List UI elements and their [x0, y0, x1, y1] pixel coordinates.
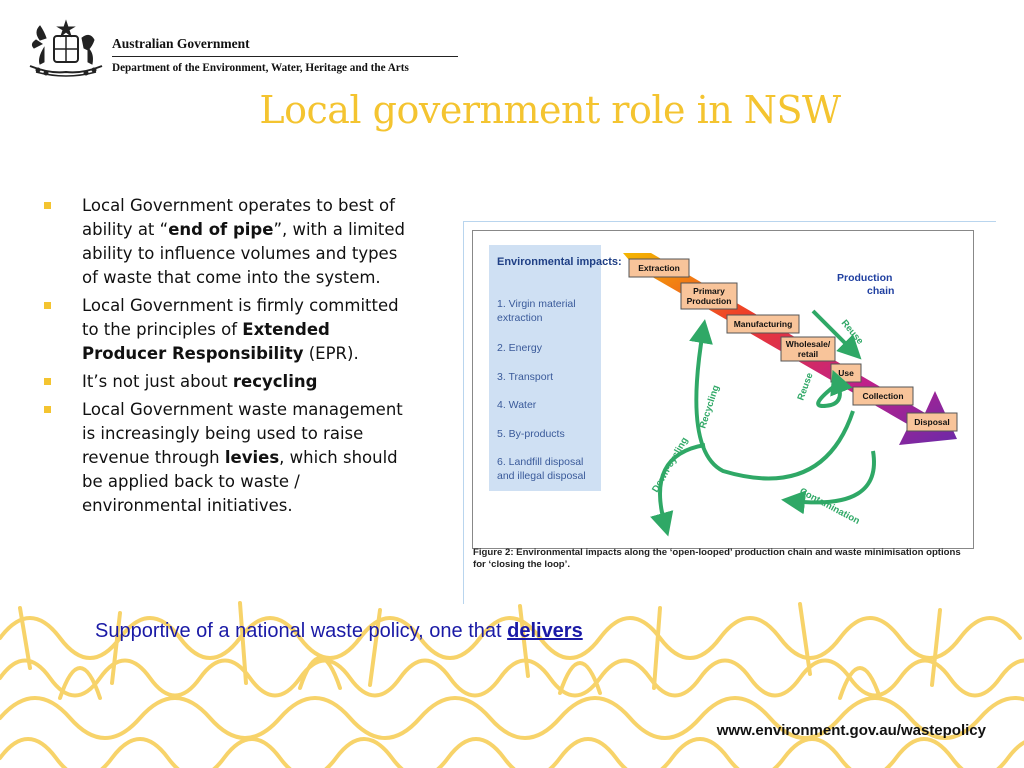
reuse-loop-arrow: [818, 381, 841, 406]
bullet-text: Local Government waste management is increasingly being used to raise revenue through: [82, 400, 403, 467]
reuse-label: Reuse: [795, 371, 816, 403]
impact-item: 3. Transport: [497, 371, 554, 383]
bullet-text: (EPR).: [303, 344, 359, 363]
bullet-text: It’s not just about: [82, 372, 233, 391]
bullet-emphasis: end of pipe: [168, 220, 274, 239]
stage-label: Disposal: [914, 417, 950, 427]
bullet-text: Local Government operates to best of ability at “: [82, 196, 395, 239]
impact-item: 4. Water: [497, 399, 537, 411]
bullet-marker: [44, 406, 51, 413]
stage-label: Manufacturing: [733, 319, 793, 329]
contamination-label: Contamination: [797, 485, 862, 527]
bullet-item: [44, 194, 416, 290]
stage-label: Extraction: [638, 263, 680, 273]
tagline-emphasis: delivers: [507, 620, 583, 642]
tagline: [95, 620, 583, 643]
reuse-label: Reuse: [838, 317, 866, 347]
impact-item: 1. Virgin material: [497, 298, 576, 310]
bullet-text: , which should be applied back to waste / environmental initiatives.: [82, 448, 398, 515]
bullet-text: Local Government is firmly committed to the principles of: [82, 296, 399, 339]
header-divider: [112, 56, 458, 57]
bullet-emphasis: levies: [224, 448, 280, 467]
stage-label: Collection: [862, 391, 904, 401]
recycling-label: Recycling: [697, 383, 722, 430]
production-chain-diagram: [473, 231, 975, 550]
stage-label: Primary: [693, 286, 725, 296]
slide-title: Local government role in NSW: [259, 88, 841, 132]
stage-label: Wholesale/: [785, 339, 831, 349]
bullet-item: [44, 398, 416, 518]
impact-item: 6. Landfill disposal: [497, 456, 584, 468]
bullet-marker: [44, 202, 51, 209]
production-chain-label: chain: [867, 285, 895, 297]
website-url[interactable]: www.environment.gov.au/wastepolicy: [716, 722, 986, 739]
stage-label: Use: [838, 368, 854, 378]
stage-label: Production: [686, 296, 732, 306]
impact-item: 2. Energy: [497, 342, 542, 354]
bullet-item: [44, 294, 416, 366]
bullet-marker: [44, 302, 51, 309]
bullet-item: [44, 370, 416, 394]
bullet-marker: [44, 378, 51, 385]
production-chain-label: Production: [837, 272, 893, 284]
bullet-emphasis: recycling: [232, 372, 318, 391]
down-cycling-label: Down-cycling: [650, 435, 691, 495]
bullet-text: ”, with a limited ability to influence volumes and types of waste that come into the system.: [82, 220, 406, 287]
tagline-text: Supportive of a national waste policy, one that: [95, 620, 508, 642]
impact-item: extraction: [497, 312, 543, 324]
stage-label: retail: [797, 349, 819, 359]
impact-item: and illegal disposal: [497, 470, 586, 482]
coat-of-arms-icon: [26, 18, 106, 80]
impacts-box: [489, 245, 601, 491]
impacts-title: Environmental impacts:: [497, 256, 622, 268]
government-header: [26, 18, 458, 80]
department-name: Department of the Environment, Water, Heritage and the Arts: [112, 62, 409, 74]
bullet-emphasis: Extended Producer Responsibility: [82, 320, 330, 363]
production-chain-figure: [472, 230, 974, 549]
down-cycling-arrow: [660, 445, 705, 525]
government-name: Australian Government: [112, 36, 250, 51]
bullet-list: [44, 194, 416, 522]
figure-caption: Figure 2: Environmental impacts along the ‘open-looped’ production chain and waste minimisation options for ‘closing the loop’.: [473, 547, 961, 570]
impact-item: 5. By-products: [497, 428, 565, 440]
